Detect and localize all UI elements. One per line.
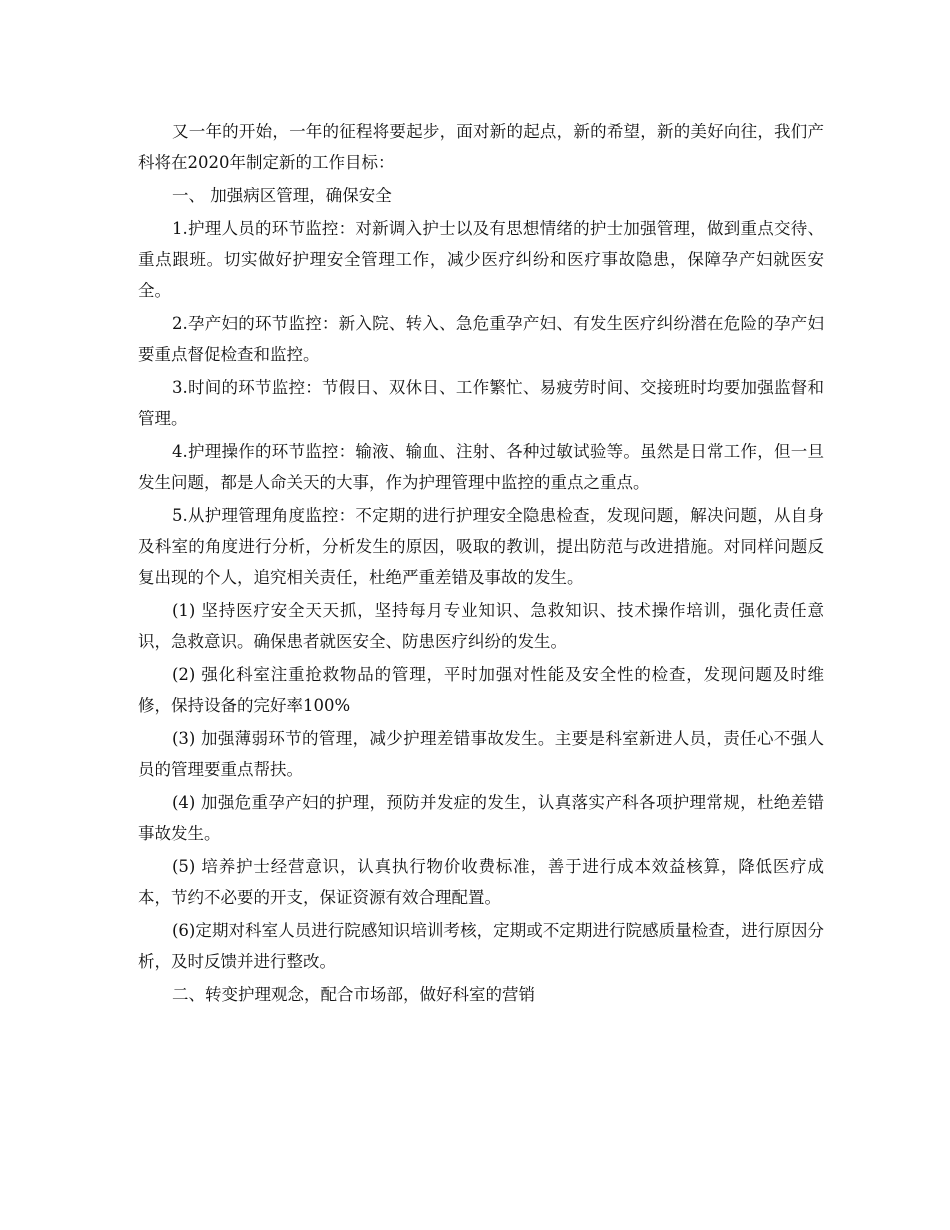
paragraph-item-4: 4.护理操作的环节监控：输液、输血、注射、各种过敏试验等。虽然是日常工作，但一旦发生问题，都是人命关天的大事，作为护理管理中监控的重点之重点。	[138, 442, 824, 492]
section-heading-2: 二、转变护理观念，配合市场部，做好科室的营销	[172, 985, 535, 1004]
paragraph-item-3: 3.时间的环节监控：节假日、双休日、工作繁忙、易疲劳时间、交接班时均要加强监督和管理。	[138, 378, 824, 428]
section-heading-1: 一、 加强病区管理，确保安全	[172, 186, 392, 205]
sub-item-5: (5) 培养护士经营意识，认真执行物价收费标准，善于进行成本效益核算，降低医疗成本，节约不必要的开支，保证资源有效合理配置。	[138, 857, 824, 907]
document-body	[138, 116, 824, 1012]
intro-paragraph: 又一年的开始，一年的征程将要起步，面对新的起点，新的希望，新的美好向往，我们产科将在2020年制定新的工作目标：	[138, 122, 824, 172]
sub-item-6: (6)定期对科室人员进行院感知识培训考核，定期或不定期进行院感质量检查，进行原因分析，及时反馈并进行整改。	[138, 921, 824, 971]
sub-item-3: (3) 加强薄弱环节的管理，减少护理差错事故发生。主要是科室新进人员，责任心不强人员的管理要重点帮扶。	[138, 729, 824, 779]
paragraph-item-1: 1.护理人员的环节监控：对新调入护士以及有思想情绪的护士加强管理，做到重点交待、重点跟班。切实做好护理安全管理工作，减少医疗纠纷和医疗事故隐患，保障孕产妇就医安全。	[138, 219, 824, 300]
sub-item-2: (2) 强化科室注重抢救物品的管理，平时加强对性能及安全性的检查，发现问题及时维修，保持设备的完好率100%	[138, 665, 824, 715]
paragraph-item-5: 5.从护理管理角度监控：不定期的进行护理安全隐患检查，发现问题，解决问题，从自身及科室的角度进行分析，分析发生的原因，吸取的教训，提出防范与改进措施。对同样问题反复出现的个人，追究相关责任，杜绝严重差错及事故的发生。	[138, 506, 824, 587]
paragraph-item-2: 2.孕产妇的环节监控：新入院、转入、急危重孕产妇、有发生医疗纠纷潜在危险的孕产妇要重点督促检查和监控。	[138, 314, 824, 364]
sub-item-4: (4) 加强危重孕产妇的护理，预防并发症的发生，认真落实产科各项护理常规，杜绝差错事故发生。	[138, 793, 824, 843]
sub-item-1: (1) 坚持医疗安全天天抓，坚持每月专业知识、急救知识、技术操作培训，强化责任意识，急救意识。确保患者就医安全、防患医疗纠纷的发生。	[138, 601, 824, 651]
